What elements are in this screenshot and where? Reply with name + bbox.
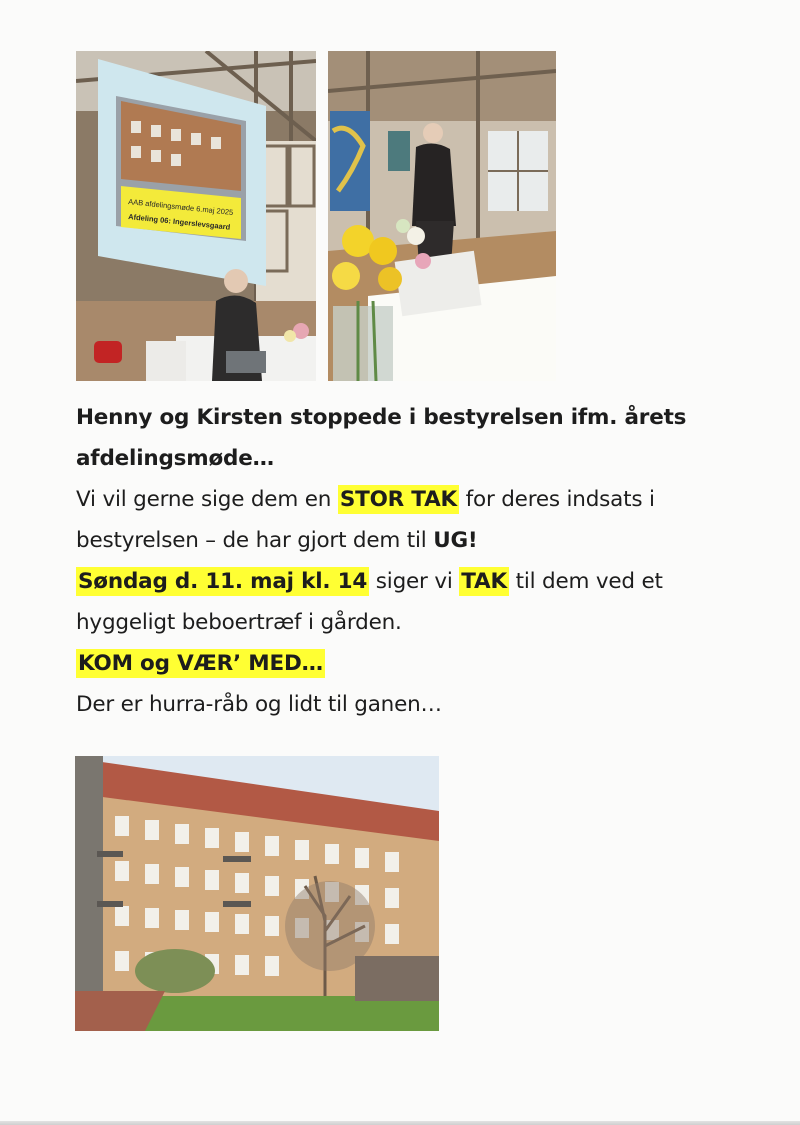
thanks-line (76, 479, 736, 520)
thanks-text-a: Vi vil gerne sige dem en (76, 487, 338, 512)
highlight-tak: TAK (461, 569, 507, 594)
thanks-text-b: for deres indsats i (458, 487, 655, 512)
cheers-line: Der er hurra-råb og lidt til ganen… (76, 692, 442, 717)
page-bottom-edge (0, 1121, 800, 1125)
board-text: bestyrelsen – de har gjort dem til (76, 528, 434, 553)
heading-line-1: Henny og Kirsten stoppede i bestyrelsen ifm. årets (76, 405, 687, 430)
speaker-photo (328, 51, 556, 381)
screen-subtitle: Afdeling 06: Ingerslevsgaard (127, 212, 231, 232)
highlight-date: Søndag d. 11. maj kl. 14 (78, 569, 368, 594)
join-line (76, 643, 736, 684)
meeting-photo (76, 51, 316, 381)
highlight-kom-og-vaer-med: KOM og VÆR’ MED… (78, 651, 323, 676)
screen-title: AAB afdelingsmøde 6.maj 2025 (127, 197, 234, 218)
ug-text: UG! (433, 528, 478, 553)
date-text-b: til dem ved et (508, 569, 663, 594)
announcement-text (76, 397, 736, 725)
date-text-a: siger vi (369, 569, 460, 594)
gathering-line: hyggeligt beboertræf i gården. (76, 610, 402, 635)
board-line (76, 520, 736, 561)
courtyard-photo (75, 756, 439, 1031)
highlight-stor-tak: STOR TAK (339, 487, 457, 512)
date-line (76, 561, 736, 602)
heading-line-2: afdelingsmøde… (76, 446, 274, 471)
